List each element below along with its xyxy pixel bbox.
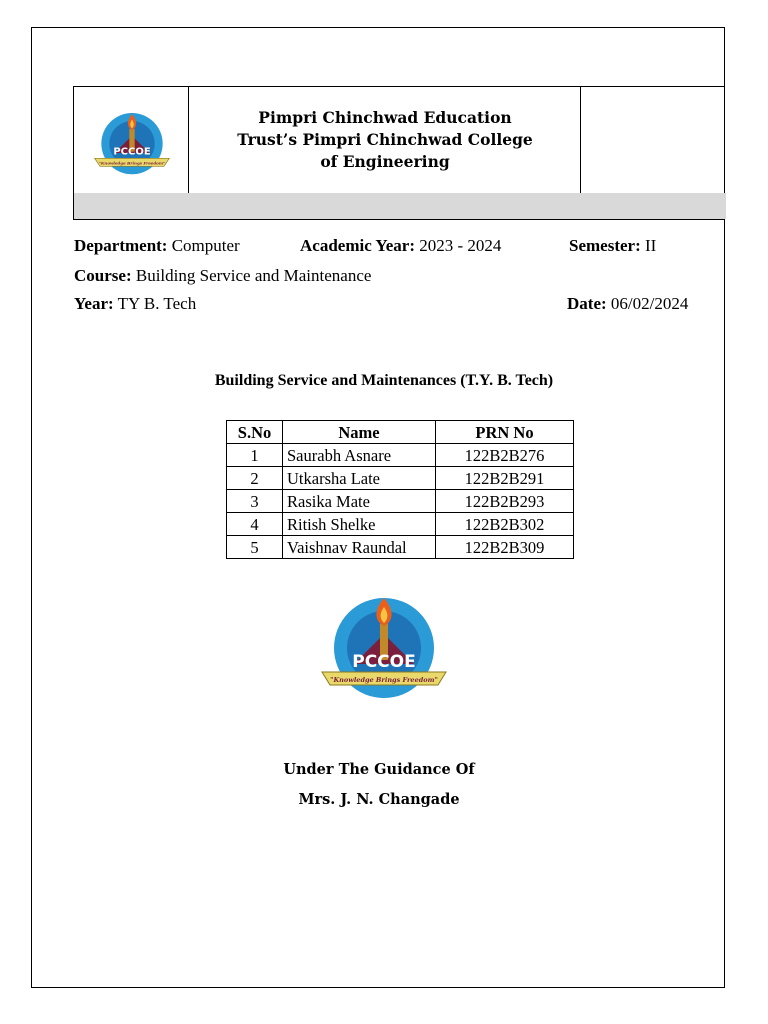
row-prn: 122B2B291 [436,467,574,490]
row-sno: 1 [227,444,283,467]
row-prn: 122B2B302 [436,513,574,536]
row-sno: 2 [227,467,283,490]
logo-text-large: PCCOE [352,652,416,672]
date-label: Date: [567,294,607,313]
department-value: Computer [171,236,240,255]
course-value: Building Service and Maintenance [135,266,372,285]
header-empty-cell [580,87,726,193]
academic-year-label: Academic Year: [300,236,416,255]
row-prn: 122B2B309 [436,536,574,559]
row-name: Ritish Shelke [283,513,436,536]
guidance-label: Under The Guidance Of [283,761,475,778]
academic-year-value: 2023 - 2024 [419,236,502,255]
department-field [74,236,240,256]
header-name: Name [283,421,436,444]
header-grey-strip [74,193,726,219]
table-row [227,467,574,490]
pccoe-logo-large [314,590,454,710]
header-prn: PRN No [436,421,574,444]
document-title: Building Service and Maintenances (T.Y. B. Tech) [214,372,554,389]
semester-value: II [645,236,657,255]
row-sno: 4 [227,513,283,536]
logo-text-small: PCCOE [113,146,151,158]
institute-name-cell [189,87,581,193]
table-row [227,513,574,536]
table-row [227,444,574,467]
semester-label: Semester: [569,236,641,255]
year-label: Year: [74,294,114,313]
row-prn: 122B2B276 [436,444,574,467]
student-table [226,420,574,559]
header-sno: S.No [227,421,283,444]
year-value: TY B. Tech [117,294,197,313]
row-name: Vaishnav Raundal [283,536,436,559]
date-field [567,294,688,314]
row-sno: 3 [227,490,283,513]
institute-name-line1: Pimpri Chinchwad Education [258,108,512,127]
institute-name-line2: Trust’s Pimpri Chinchwad College [237,130,533,149]
pccoe-logo-small [78,105,186,185]
course-label: Course: [74,266,132,285]
row-name: Utkarsha Late [283,467,436,490]
logo-motto-large: "Knowledge Brings Freedom" [330,676,438,684]
department-label: Department: [74,236,168,255]
institute-name-line3: of Engineering [320,152,450,171]
year-field [74,294,196,314]
academic-year-field [300,236,501,256]
table-row [227,490,574,513]
row-prn: 122B2B293 [436,490,574,513]
date-value: 06/02/2024 [610,294,689,313]
logo-motto-small: "Knowledge Brings Freedom" [98,160,166,166]
row-sno: 5 [227,536,283,559]
course-field [74,266,371,286]
table-header-row [227,421,574,444]
row-name: Rasika Mate [283,490,436,513]
institute-name [237,107,533,173]
header-box [73,86,725,220]
guide-name: Mrs. J. N. Changade [298,791,460,808]
semester-field [569,236,656,256]
table-row [227,536,574,559]
row-name: Saurabh Asnare [283,444,436,467]
header-logo-cell [74,87,189,193]
